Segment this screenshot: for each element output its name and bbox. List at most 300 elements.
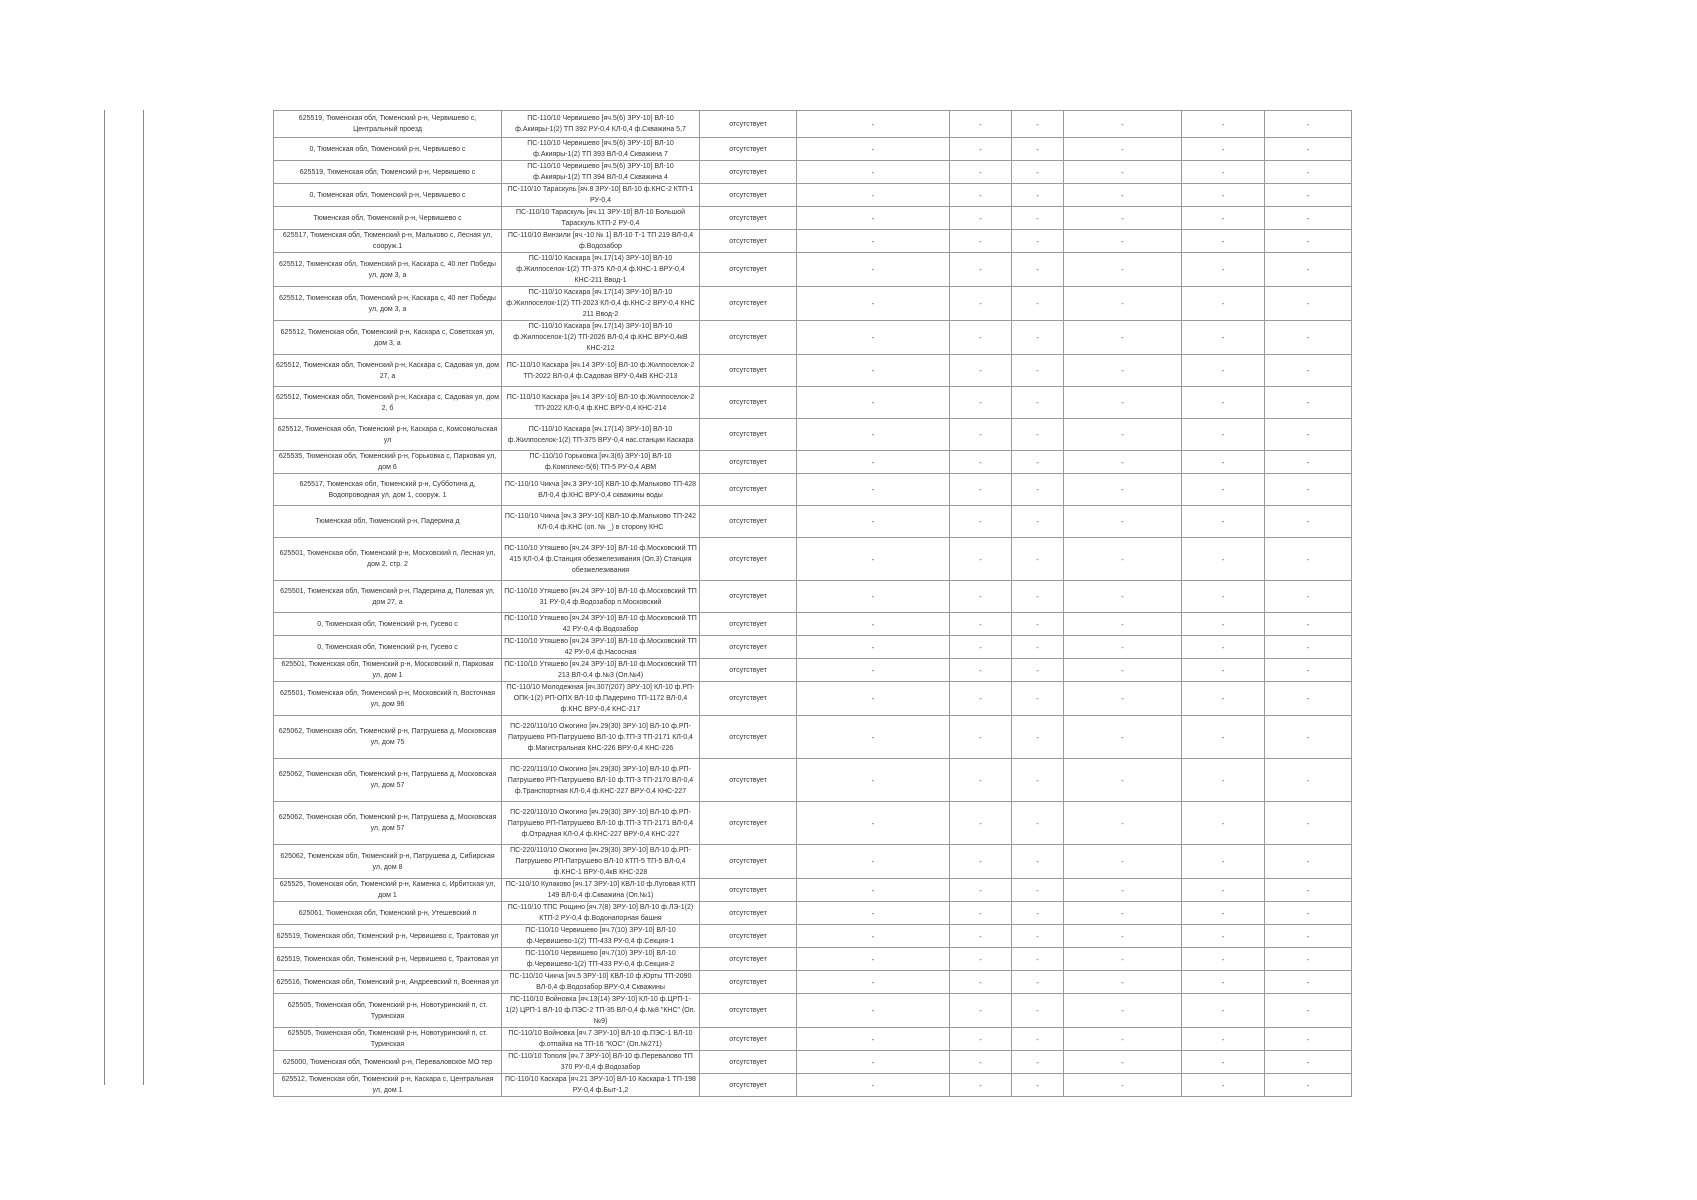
dash-cell: - [1265, 387, 1352, 419]
dash-cell: - [950, 925, 1012, 948]
dash-cell: - [1182, 879, 1265, 902]
table-row [274, 161, 1352, 184]
dash-cell: - [950, 682, 1012, 716]
dash-cell: - [950, 1051, 1012, 1074]
dash-cell: - [1012, 802, 1064, 845]
address-cell: 0, Тюменская обл, Тюменский р-н, Червишево с [274, 138, 502, 161]
dash-cell: - [950, 716, 1012, 759]
dash-cell: - [950, 902, 1012, 925]
dash-cell: - [797, 1074, 950, 1097]
dash-cell: - [1012, 253, 1064, 287]
connection-point-cell: ПС-110/10 Червишево [яч.5(6) ЗРУ-10] ВЛ-10 ф.Акияры-1(2) ТП 392 РУ-0,4 КЛ-0,4 ф.Скважина 5,7 [502, 111, 700, 138]
dash-cell: - [797, 682, 950, 716]
dash-cell: - [950, 161, 1012, 184]
dash-cell: - [797, 613, 950, 636]
address-cell: 625517, Тюменская обл, Тюменский р-н, Субботина д, Водопроводная ул, дом 1, сооруж. 1 [274, 474, 502, 506]
table-row [274, 474, 1352, 506]
table-row [274, 994, 1352, 1028]
dash-cell: - [950, 321, 1012, 355]
dash-cell: - [1012, 682, 1064, 716]
dash-cell: - [1182, 111, 1265, 138]
status-cell: отсутствует [700, 287, 797, 321]
connection-point-cell: ПС-110/10 Чикча [яч.3 ЗРУ-10] КВЛ-10 ф.Мальково ТП-428 ВЛ-0,4 ф.КНС ВРУ-0,4 скважины воды [502, 474, 700, 506]
address-cell: 625535, Тюменская обл, Тюменский р-н, Горьковка с, Парковая ул, дом 6 [274, 451, 502, 474]
connection-point-cell: ПС-110/10 Утяшево [яч.24 ЗРУ-10] ВЛ-10 ф.Московский ТП 42 РУ-0,4 ф.Насосная [502, 636, 700, 659]
dash-cell: - [950, 971, 1012, 994]
address-cell: 625516, Тюменская обл, Тюменский р-н, Андреевский п, Военная ул [274, 971, 502, 994]
address-cell: 625519, Тюменская обл, Тюменский р-н, Червишево с, Трактовая ул [274, 925, 502, 948]
table-row [274, 387, 1352, 419]
table-row [274, 902, 1352, 925]
dash-cell: - [1064, 387, 1182, 419]
dash-cell: - [1265, 971, 1352, 994]
dash-cell: - [1012, 451, 1064, 474]
connection-point-cell: ПС-110/10 Каскара [яч.14 ЗРУ-10] ВЛ-10 ф.Жилпоселок-2 ТП-2022 КЛ-0,4 ф.КНС ВРУ-0,4 КНС-214 [502, 387, 700, 419]
dash-cell: - [1012, 613, 1064, 636]
status-cell: отсутствует [700, 845, 797, 879]
dash-cell: - [1265, 321, 1352, 355]
dash-cell: - [1265, 1074, 1352, 1097]
address-cell: 625517, Тюменская обл, Тюменский р-н, Мальково с, Лесная ул, сооруж.1 [274, 230, 502, 253]
dash-cell: - [1265, 355, 1352, 387]
dash-cell: - [1064, 506, 1182, 538]
dash-cell: - [797, 207, 950, 230]
address-cell: 625512, Тюменская обл, Тюменский р-н, Каскара с, Советская ул, дом 3, а [274, 321, 502, 355]
connection-point-cell: ПС-110/10 ТПС Рощино [яч.7(8) ЗРУ-10] ВЛ-10 ф.ЛЭ-1(2) КТП-2 РУ-0,4 ф.Водонапорная башня [502, 902, 700, 925]
dash-cell: - [950, 994, 1012, 1028]
table-row [274, 253, 1352, 287]
dash-cell: - [1012, 971, 1064, 994]
dash-cell: - [797, 538, 950, 581]
dash-cell: - [950, 538, 1012, 581]
connection-point-cell: ПС-110/10 Молодежная [яч.307(207) ЗРУ-10] КЛ-10 ф.РП-ОПК-1(2) РП-ОПХ ВЛ-10 ф.Падерино ТП-1172 ВЛ-0,4 ф.КНС ВРУ-0,4 КНС-217 [502, 682, 700, 716]
dash-cell: - [1265, 111, 1352, 138]
dash-cell: - [1182, 759, 1265, 802]
dash-cell: - [1064, 994, 1182, 1028]
table-row [274, 207, 1352, 230]
dash-cell: - [1265, 161, 1352, 184]
dash-cell: - [1012, 581, 1064, 613]
address-cell: 625062, Тюменская обл, Тюменский р-н, Патрушева д, Московская ул, дом 57 [274, 802, 502, 845]
dash-cell: - [1265, 636, 1352, 659]
status-cell: отсутствует [700, 581, 797, 613]
dash-cell: - [1064, 716, 1182, 759]
status-cell: отсутствует [700, 948, 797, 971]
dash-cell: - [1064, 682, 1182, 716]
table-row [274, 1074, 1352, 1097]
dash-cell: - [1064, 759, 1182, 802]
address-cell: 625512, Тюменская обл, Тюменский р-н, Каскара с, Садовая ул, дом 2, б [274, 387, 502, 419]
address-cell: Тюменская обл, Тюменский р-н, Червишево с [274, 207, 502, 230]
dash-cell: - [1265, 581, 1352, 613]
connection-point-cell: ПС-110/10 Войновка [яч.7 ЗРУ-10] ВЛ-10 ф.ПЭС-1 ВЛ-10 ф.отпайка на ТП-16 "КОС" (Оп.№271) [502, 1028, 700, 1051]
dash-cell: - [1064, 1051, 1182, 1074]
dash-cell: - [1265, 759, 1352, 802]
dash-cell: - [1182, 474, 1265, 506]
dash-cell: - [950, 879, 1012, 902]
connection-point-cell: ПС-110/10 Каскара [яч.17(14) ЗРУ-10] ВЛ-10 ф.Жилпоселок-1(2) ТП-2026 ВЛ-0,4 ф.КНС ВРУ-0,4кВ КНС-212 [502, 321, 700, 355]
table-row [274, 971, 1352, 994]
dash-cell: - [1012, 948, 1064, 971]
connection-point-cell: ПС-220/110/10 Ожогино [яч.29(30) ЗРУ-10] ВЛ-10 ф.РП-Патрушево РП-Патрушево ВЛ-10 ф.ТП-3 ТП-2171 КЛ-0,4 ф.Магистральная КНС-226 ВРУ-0,4 КНС-226 [502, 716, 700, 759]
dash-cell: - [1064, 111, 1182, 138]
status-cell: отсутствует [700, 161, 797, 184]
dash-cell: - [1182, 716, 1265, 759]
address-cell: 625519, Тюменская обл, Тюменский р-н, Червишево с, Трактовая ул [274, 948, 502, 971]
table-row [274, 845, 1352, 879]
dash-cell: - [797, 161, 950, 184]
dash-cell: - [1265, 287, 1352, 321]
status-cell: отсутствует [700, 538, 797, 581]
address-cell: 625512, Тюменская обл, Тюменский р-н, Каскара с, Комсомольская ул [274, 419, 502, 451]
dash-cell: - [1182, 506, 1265, 538]
status-cell: отсутствует [700, 994, 797, 1028]
status-cell: отсутствует [700, 879, 797, 902]
status-cell: отсутствует [700, 184, 797, 207]
dash-cell: - [797, 994, 950, 1028]
dash-cell: - [1265, 659, 1352, 682]
dash-cell: - [1012, 759, 1064, 802]
connection-point-cell: ПС-110/10 Тараскуль [яч.8 ЗРУ-10] ВЛ-10 ф.КНС-2 КТП-1 РУ-0,4 [502, 184, 700, 207]
dash-cell: - [1265, 802, 1352, 845]
status-cell: отсутствует [700, 474, 797, 506]
dash-cell: - [797, 506, 950, 538]
dash-cell: - [1064, 1028, 1182, 1051]
dash-cell: - [797, 287, 950, 321]
connection-point-cell: ПС-110/10 Войновка [яч.13(14) ЗРУ-10] КЛ-10 ф.ЦРП-1-1(2) ЦРП-1 ВЛ-10 ф.ПЭС-2 ТП-35 ВЛ-0,4 ф.№8 "КНС" (Оп.№9) [502, 994, 700, 1028]
dash-cell: - [797, 111, 950, 138]
dash-cell: - [950, 845, 1012, 879]
table-row [274, 613, 1352, 636]
table-row [274, 581, 1352, 613]
table-row [274, 948, 1352, 971]
dash-cell: - [1265, 207, 1352, 230]
dash-cell: - [950, 419, 1012, 451]
dash-cell: - [797, 948, 950, 971]
address-cell: 0, Тюменская обл, Тюменский р-н, Гусево с [274, 613, 502, 636]
dash-cell: - [1012, 111, 1064, 138]
address-cell: 625062, Тюменская обл, Тюменский р-н, Патрушева д, Московская ул, дом 75 [274, 716, 502, 759]
dash-cell: - [950, 230, 1012, 253]
address-cell: 625501, Тюменская обл, Тюменский р-н, Московский п, Лесная ул, дом 2, стр. 2 [274, 538, 502, 581]
dash-cell: - [1182, 636, 1265, 659]
dash-cell: - [1182, 994, 1265, 1028]
status-cell: отсутствует [700, 419, 797, 451]
table-row [274, 184, 1352, 207]
dash-cell: - [1012, 925, 1064, 948]
dash-cell: - [797, 659, 950, 682]
dash-cell: - [1064, 971, 1182, 994]
dash-cell: - [1012, 138, 1064, 161]
dash-cell: - [797, 636, 950, 659]
dash-cell: - [950, 948, 1012, 971]
status-cell: отсутствует [700, 716, 797, 759]
dash-cell: - [1265, 902, 1352, 925]
status-cell: отсутствует [700, 506, 797, 538]
dash-cell: - [1012, 355, 1064, 387]
connection-point-cell: ПС-110/10 Червишево [яч.5(6) ЗРУ-10] ВЛ-10 ф.Акияры-1(2) ТП 393 ВЛ-0,4 Скважина 7 [502, 138, 700, 161]
dash-cell: - [950, 253, 1012, 287]
connection-point-cell: ПС-220/110/10 Ожогино [яч.29(30) ЗРУ-10] ВЛ-10 ф.РП-Патрушево РП-Патрушево ВЛ-10 ф.ТП-3 ТП-2171 ВЛ-0,4 ф.Отрадная КЛ-0,4 ф.КНС-227 ВРУ-0,4 КНС-227 [502, 802, 700, 845]
dash-cell: - [1012, 716, 1064, 759]
dash-cell: - [1182, 253, 1265, 287]
dash-cell: - [1012, 474, 1064, 506]
table-row [274, 1028, 1352, 1051]
dash-cell: - [1064, 581, 1182, 613]
dash-cell: - [1265, 506, 1352, 538]
dash-cell: - [1182, 1074, 1265, 1097]
dash-cell: - [1265, 253, 1352, 287]
dash-cell: - [1265, 419, 1352, 451]
connection-point-cell: ПС-110/10 Утяшево [яч.24 ЗРУ-10] ВЛ-10 ф.Московский ТП 31 РУ-0,4 ф.Водозабор п.Московский [502, 581, 700, 613]
dash-cell: - [1064, 161, 1182, 184]
address-cell: 625512, Тюменская обл, Тюменский р-н, Каскара с, Центральная ул, дом 1 [274, 1074, 502, 1097]
table-row [274, 287, 1352, 321]
dash-cell: - [1064, 287, 1182, 321]
dash-cell: - [950, 451, 1012, 474]
dash-cell: - [797, 971, 950, 994]
table-row [274, 419, 1352, 451]
dash-cell: - [1182, 451, 1265, 474]
dash-cell: - [797, 759, 950, 802]
status-cell: отсутствует [700, 925, 797, 948]
status-cell: отсутствует [700, 230, 797, 253]
dash-cell: - [1182, 802, 1265, 845]
dash-cell: - [1064, 355, 1182, 387]
dash-cell: - [797, 879, 950, 902]
dash-cell: - [950, 802, 1012, 845]
dash-cell: - [950, 355, 1012, 387]
status-cell: отсутствует [700, 387, 797, 419]
dash-cell: - [1182, 184, 1265, 207]
dash-cell: - [1265, 451, 1352, 474]
connection-point-cell: ПС-110/10 Каскара [яч.17(14) ЗРУ-10] ВЛ-10 ф.Жилпоселок-1(2) ТП-2023 КЛ-0,4 ф.КНС-2 ВРУ-0,4 КНС 211 Ввод-2 [502, 287, 700, 321]
address-cell: 625062, Тюменская обл, Тюменский р-н, Патрушева д, Сибирская ул, дом 8 [274, 845, 502, 879]
address-cell: 625061, Тюменская обл, Тюменский р-н, Утешевский п [274, 902, 502, 925]
connection-point-cell: ПС-110/10 Горьковка [яч.3(6) ЗРУ-10] ВЛ-10 ф.Комплекс-5(6) ТП-5 РУ-0,4 АВМ [502, 451, 700, 474]
status-cell: отсутствует [700, 355, 797, 387]
status-cell: отсутствует [700, 759, 797, 802]
dash-cell: - [950, 138, 1012, 161]
connection-point-cell: ПС-110/10 Червишево [яч.7(10) ЗРУ-10] ВЛ-10 ф.Червишево-1(2) ТП-433 РУ-0,4 ф.Секция-1 [502, 925, 700, 948]
dash-cell: - [1265, 230, 1352, 253]
status-cell: отсутствует [700, 321, 797, 355]
dash-cell: - [1012, 879, 1064, 902]
dash-cell: - [1182, 1051, 1265, 1074]
dash-cell: - [1182, 355, 1265, 387]
dash-cell: - [1064, 138, 1182, 161]
dash-cell: - [797, 451, 950, 474]
dash-cell: - [797, 138, 950, 161]
dash-cell: - [1182, 207, 1265, 230]
left-margin-line-inner [143, 110, 144, 1085]
address-cell: 625512, Тюменская обл, Тюменский р-н, Каскара с, 40 лет Победы ул, дом 3, а [274, 253, 502, 287]
connection-point-cell: ПС-110/10 Тополя [яч.7 ЗРУ-10] ВЛ-10 ф.Перевалово ТП 370 РУ-0,4 ф.Водозабор [502, 1051, 700, 1074]
dash-cell: - [797, 925, 950, 948]
dash-cell: - [1064, 879, 1182, 902]
status-cell: отсутствует [700, 636, 797, 659]
address-cell: Тюменская обл, Тюменский р-н, Падерина д [274, 506, 502, 538]
dash-cell: - [797, 1051, 950, 1074]
table-row [274, 506, 1352, 538]
status-cell: отсутствует [700, 682, 797, 716]
dash-cell: - [1064, 184, 1182, 207]
connection-point-cell: ПС-110/10 Червишево [яч.7(10) ЗРУ-10] ВЛ-10 ф.Червишево-1(2) ТП-433 РУ-0,4 ф.Секция-2 [502, 948, 700, 971]
status-cell: отсутствует [700, 451, 797, 474]
dash-cell: - [1064, 207, 1182, 230]
connection-point-cell: ПС-110/10 Каскара [яч.21 ЗРУ-10] ВЛ-10 Каскара-1 ТП-198 РУ-0,4 ф.Быт-1,2 [502, 1074, 700, 1097]
status-cell: отсутствует [700, 138, 797, 161]
address-cell: 0, Тюменская обл, Тюменский р-н, Червишево с [274, 184, 502, 207]
dash-cell: - [950, 636, 1012, 659]
dash-cell: - [950, 474, 1012, 506]
dash-cell: - [1012, 207, 1064, 230]
dash-cell: - [1182, 682, 1265, 716]
dash-cell: - [950, 506, 1012, 538]
dash-cell: - [1182, 287, 1265, 321]
dash-cell: - [797, 230, 950, 253]
status-cell: отсутствует [700, 1051, 797, 1074]
table-row [274, 138, 1352, 161]
address-cell: 625505, Тюменская обл, Тюменский р-н, Новотуринский п, ст. Туринская [274, 1028, 502, 1051]
dash-cell: - [1265, 1028, 1352, 1051]
data-table [273, 110, 1352, 1097]
dash-cell: - [1064, 948, 1182, 971]
dash-cell: - [950, 184, 1012, 207]
status-cell: отсутствует [700, 659, 797, 682]
status-cell: отсутствует [700, 1074, 797, 1097]
table-row [274, 230, 1352, 253]
dash-cell: - [1265, 925, 1352, 948]
connection-point-cell: ПС-110/10 Каскара [яч.17(14) ЗРУ-10] ВЛ-10 ф.Жилпоселок-1(2) ТП-375 КЛ-0,4 ф.КНС-1 ВРУ-0,4 КНС-211 Ввод-1 [502, 253, 700, 287]
dash-cell: - [1012, 321, 1064, 355]
dash-cell: - [1012, 230, 1064, 253]
table-body [274, 111, 1352, 1097]
table-row [274, 802, 1352, 845]
table-row [274, 451, 1352, 474]
dash-cell: - [1265, 716, 1352, 759]
connection-point-cell: ПС-110/10 Каскара [яч.17(14) ЗРУ-10] ВЛ-10 ф.Жилпоселок-1(2) ТП-375 ВРУ-0,4 нас.станции Каскара [502, 419, 700, 451]
dash-cell: - [1182, 659, 1265, 682]
dash-cell: - [797, 902, 950, 925]
dash-cell: - [1012, 845, 1064, 879]
status-cell: отсутствует [700, 207, 797, 230]
address-cell: 625505, Тюменская обл, Тюменский р-н, Новотуринский п, ст. Туринская [274, 994, 502, 1028]
dash-cell: - [1265, 948, 1352, 971]
dash-cell: - [1182, 613, 1265, 636]
dash-cell: - [1182, 161, 1265, 184]
status-cell: отсутствует [700, 902, 797, 925]
dash-cell: - [950, 1028, 1012, 1051]
status-cell: отсутствует [700, 253, 797, 287]
dash-cell: - [797, 419, 950, 451]
dash-cell: - [1012, 419, 1064, 451]
dash-cell: - [1012, 538, 1064, 581]
connection-point-cell: ПС-110/10 Винзили [яч.-10 № 1] ВЛ-10 Т-1 ТП 219 ВЛ-0,4 ф.Водозабор [502, 230, 700, 253]
connection-point-cell: ПС-110/10 Чикча [яч.5 ЗРУ-10] КВЛ-10 ф.Юрты ТП-2090 ВЛ-0,4 ф.Водозабор ВРУ-0,4 Скважины [502, 971, 700, 994]
dash-cell: - [1012, 659, 1064, 682]
dash-cell: - [1012, 161, 1064, 184]
address-cell: 625501, Тюменская обл, Тюменский р-н, Московский п, Восточная ул, дом 96 [274, 682, 502, 716]
dash-cell: - [1064, 538, 1182, 581]
dash-cell: - [1064, 636, 1182, 659]
status-cell: отсутствует [700, 1028, 797, 1051]
dash-cell: - [797, 474, 950, 506]
dash-cell: - [1265, 138, 1352, 161]
dash-cell: - [1012, 287, 1064, 321]
connection-point-cell: ПС-220/110/10 Ожогино [яч.29(30) ЗРУ-10] ВЛ-10 ф.РП-Патрушево РП-Патрушево ВЛ-10 КТП-5 ТП-5 ВЛ-0,4 ф.КНС-1 ВРУ-0,4кВ КНС-228 [502, 845, 700, 879]
table-row [274, 538, 1352, 581]
dash-cell: - [950, 613, 1012, 636]
status-cell: отсутствует [700, 111, 797, 138]
dash-cell: - [1265, 474, 1352, 506]
dash-cell: - [1182, 971, 1265, 994]
dash-cell: - [1265, 538, 1352, 581]
table-row [274, 925, 1352, 948]
connection-point-cell: ПС-110/10 Кулаково [яч.17 ЗРУ-10] КВЛ-10 ф.Луговая КТП 149 ВЛ-0,4 ф.Скважина (Оп.№1) [502, 879, 700, 902]
table-row [274, 636, 1352, 659]
dash-cell: - [1182, 538, 1265, 581]
dash-cell: - [797, 581, 950, 613]
dash-cell: - [1012, 506, 1064, 538]
table-row [274, 111, 1352, 138]
connection-point-cell: ПС-110/10 Утяшево [яч.24 ЗРУ-10] ВЛ-10 ф.Московский ТП 213 ВЛ-0,4 ф.№3 (Оп.№4) [502, 659, 700, 682]
dash-cell: - [1265, 682, 1352, 716]
dash-cell: - [1012, 1028, 1064, 1051]
dash-cell: - [1182, 925, 1265, 948]
connection-point-cell: ПС-220/110/10 Ожогино [яч.29(30) ЗРУ-10] ВЛ-10 ф.РП-Патрушево РП-Патрушево ВЛ-10 ф.ТП-3 ТП-2170 ВЛ-0,4 ф.Транспортная КЛ-0,4 ф.КНС-227 ВРУ-0,4 КНС-227 [502, 759, 700, 802]
address-cell: 625501, Тюменская обл, Тюменский р-н, Московский п, Парковая ул, дом 1 [274, 659, 502, 682]
dash-cell: - [1182, 230, 1265, 253]
table-row [274, 759, 1352, 802]
dash-cell: - [797, 1028, 950, 1051]
dash-cell: - [1012, 387, 1064, 419]
dash-cell: - [1182, 1028, 1265, 1051]
dash-cell: - [797, 387, 950, 419]
dash-cell: - [950, 287, 1012, 321]
dash-cell: - [1012, 636, 1064, 659]
dash-cell: - [1064, 230, 1182, 253]
dash-cell: - [797, 321, 950, 355]
dash-cell: - [1012, 1074, 1064, 1097]
dash-cell: - [1182, 902, 1265, 925]
dash-cell: - [950, 111, 1012, 138]
dash-cell: - [1265, 845, 1352, 879]
connection-point-cell: ПС-110/10 Чикча [яч.3 ЗРУ-10] КВЛ-10 ф.Мальково ТП-242 КЛ-0,4 ф.КНС (оп. № _) в сторону КНС [502, 506, 700, 538]
dash-cell: - [1182, 387, 1265, 419]
table-row [274, 355, 1352, 387]
dash-cell: - [950, 581, 1012, 613]
dash-cell: - [950, 207, 1012, 230]
dash-cell: - [1064, 474, 1182, 506]
dash-cell: - [797, 802, 950, 845]
dash-cell: - [1064, 845, 1182, 879]
dash-cell: - [1265, 994, 1352, 1028]
dash-cell: - [1064, 321, 1182, 355]
table-row [274, 879, 1352, 902]
dash-cell: - [1064, 1074, 1182, 1097]
address-cell: 625501, Тюменская обл, Тюменский р-н, Падерина д, Полевая ул, дом 27, а [274, 581, 502, 613]
connection-point-cell: ПС-110/10 Каскара [яч.14 ЗРУ-10] ВЛ-10 ф.Жилпоселок-2 ТП-2022 ВЛ-0,4 ф.Садовая ВРУ-0,4кВ КНС-213 [502, 355, 700, 387]
dash-cell: - [1064, 613, 1182, 636]
connection-point-cell: ПС-110/10 Червишево [яч.5(6) ЗРУ-10] ВЛ-10 ф.Акияры-1(2) ТП 394 ВЛ-0,4 Скважина 4 [502, 161, 700, 184]
table-row [274, 682, 1352, 716]
address-cell: 625000, Тюменская обл, Тюменский р-н, Переваловское МО тер [274, 1051, 502, 1074]
dash-cell: - [1265, 879, 1352, 902]
dash-cell: - [1064, 451, 1182, 474]
dash-cell: - [1064, 925, 1182, 948]
spreadsheet [273, 110, 1352, 1097]
